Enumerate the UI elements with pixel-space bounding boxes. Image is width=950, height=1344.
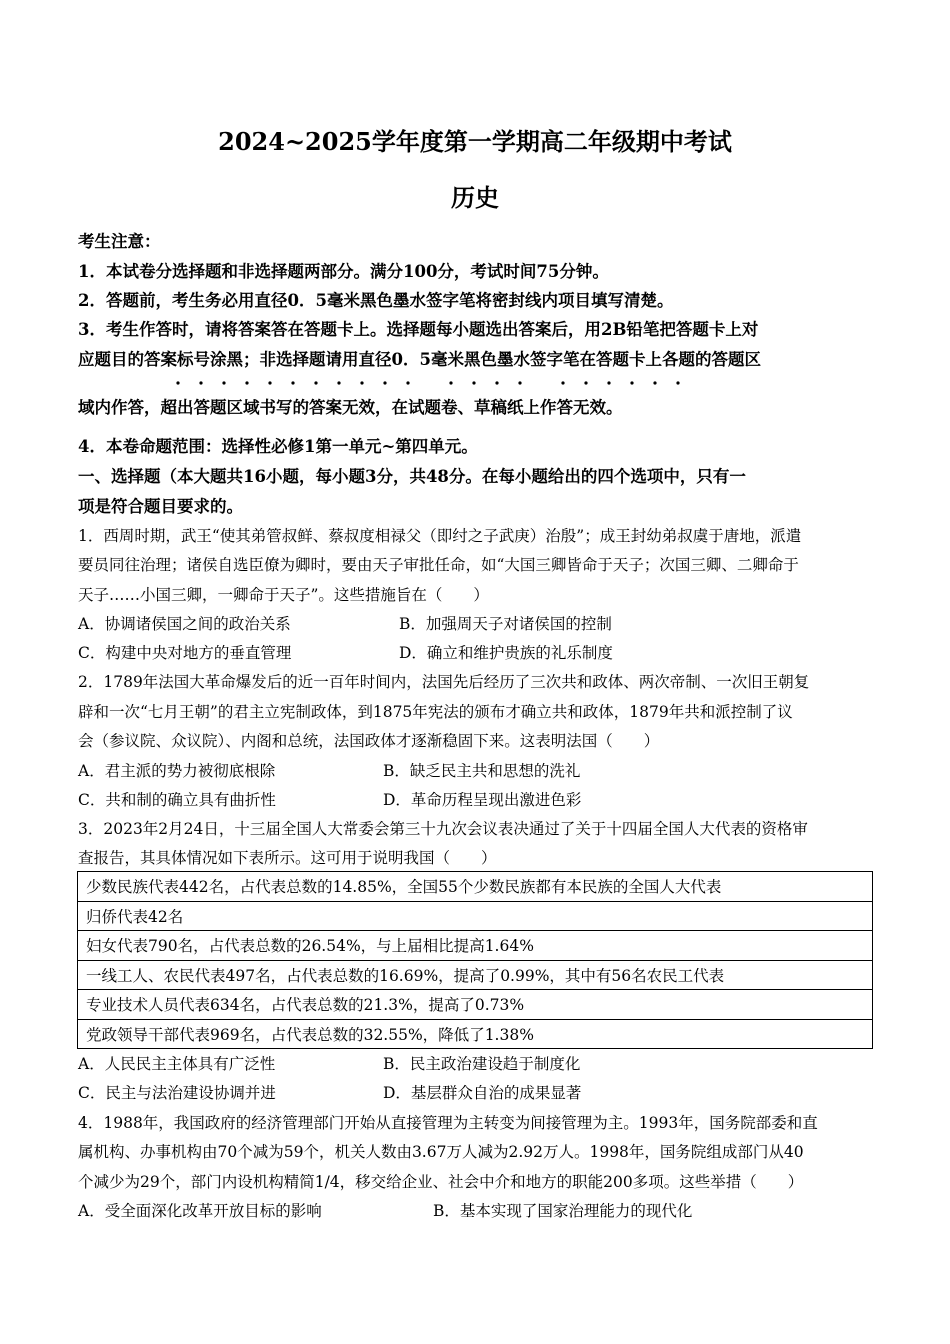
q3-option-d: D．基层群众自治的成果显著 bbox=[383, 1084, 582, 1102]
q1-stem-line-1: 1．西周时期，武王“使其弟管叔鲜、蔡叔度相禄父（即纣之子武庚）治殷”；成王封幼弟叔虞于唐地，派遣 bbox=[78, 527, 802, 545]
section-1-heading-line-1: 一、选择题（本大题共16小题，每小题3分，共48分。在每小题给出的四个选项中，只有一 bbox=[78, 467, 746, 486]
q1-option-d: D．确立和维护贵族的礼乐制度 bbox=[399, 644, 613, 662]
table-cell: 一线工人、农民代表497名，占代表总数的16.69%，提高了0.99%，其中有56名农民工代表 bbox=[78, 960, 873, 990]
q2-stem-line-2: 辟和一次“七月王朝”的君主立宪制政体，到1875年宪法的颁布才确立共和政体，1879年共和派控制了议 bbox=[78, 703, 793, 721]
q2-option-d: D．革命历程呈现出激进色彩 bbox=[383, 791, 582, 809]
q2-option-b: B．缺乏民主共和思想的洗礼 bbox=[383, 762, 581, 780]
exam-title: 2024~2025学年度第一学期高二年级期中考试 bbox=[218, 127, 732, 156]
table-cell: 少数民族代表442名，占代表总数的14.85%，全国55个少数民族都有本民族的全国人大代表 bbox=[78, 872, 873, 902]
notice-item-2: 2．答题前，考生务必用直径0．5毫米黑色墨水签字笔将密封线内项目填写清楚。 bbox=[78, 291, 674, 310]
table-row bbox=[78, 960, 873, 990]
table-row bbox=[78, 931, 873, 961]
q2-option-a: A．君主派的势力被彻底根除 bbox=[78, 762, 276, 780]
emphasis-dots bbox=[170, 380, 690, 386]
q2-stem-line-1: 2．1789年法国大革命爆发后的近一百年时间内，法国先后经历了三次共和政体、两次帝制、一次旧王朝复 bbox=[78, 673, 810, 691]
table-row bbox=[78, 1019, 873, 1049]
representatives-table bbox=[77, 871, 873, 1049]
q4-option-a: A．受全面深化改革开放目标的影响 bbox=[78, 1202, 322, 1220]
notice-item-1: 1．本试卷分选择题和非选择题两部分。满分100分，考试时间75分钟。 bbox=[78, 262, 609, 281]
table-row bbox=[78, 990, 873, 1020]
q1-stem-line-3: 天子……小国三卿，一卿命于天子”。这些措施旨在（ ） bbox=[78, 586, 489, 604]
q3-stem-line-2: 查报告，其具体情况如下表所示。这可用于说明我国（ ） bbox=[78, 849, 497, 867]
notice-item-3-line-1: 3．考生作答时，请将答案答在答题卡上。选择题每小题选出答案后，用2B铅笔把答题卡上对 bbox=[78, 320, 759, 339]
q3-option-a: A．人民民主主体具有广泛性 bbox=[78, 1055, 276, 1073]
table-cell: 党政领导干部代表969名，占代表总数的32.55%，降低了1.38% bbox=[78, 1019, 873, 1049]
q3-option-c: C．民主与法治建设协调并进 bbox=[78, 1084, 276, 1102]
q3-stem-line-1: 3．2023年2月24日，十三届全国人大常委会第三十九次会议表决通过了关于十四届全国人大代表的资格审 bbox=[78, 820, 808, 838]
q2-stem-line-3: 会（参议院、众议院）、内阁和总统，法国政体才逐渐稳固下来。这表明法国（ ） bbox=[78, 732, 660, 750]
q3-option-b: B．民主政治建设趋于制度化 bbox=[383, 1055, 581, 1073]
table-row bbox=[78, 901, 873, 931]
notice-heading: 考生注意： bbox=[78, 232, 161, 251]
q1-option-b: B．加强周天子对诸侯国的控制 bbox=[399, 615, 612, 633]
q1-option-c: C．构建中央对地方的垂直管理 bbox=[78, 644, 292, 662]
notice-item-3-line-3: 域内作答，超出答题区域书写的答案无效，在试题卷、草稿纸上作答无效。 bbox=[78, 398, 623, 417]
table-row bbox=[78, 872, 873, 902]
notice-item-3-line-2: 应题目的答案标号涂黑；非选择题请用直径0．5毫米黑色墨水签字笔在答题卡上各题的答题区 bbox=[78, 350, 761, 369]
subject-title: 历史 bbox=[451, 183, 499, 212]
table-cell: 专业技术人员代表634名，占代表总数的21.3%，提高了0.73% bbox=[78, 990, 873, 1020]
q4-option-b: B．基本实现了国家治理能力的现代化 bbox=[433, 1202, 693, 1220]
q2-option-c: C．共和制的确立具有曲折性 bbox=[78, 791, 276, 809]
q4-stem-line-2: 属机构、办事机构由70个减为59个，机关人数由3.67万人减为2.92万人。1998年，国务院组成部门从40 bbox=[78, 1143, 804, 1161]
q1-option-a: A．协调诸侯国之间的政治关系 bbox=[78, 615, 291, 633]
q1-stem-line-2: 要员同往治理；诸侯自选臣僚为卿时，要由天子审批任命，如“大国三卿皆命于天子；次国三卿、二卿命于 bbox=[78, 556, 799, 574]
table-cell: 归侨代表42名 bbox=[78, 901, 873, 931]
section-1-heading-line-2: 项是符合题目要求的。 bbox=[78, 497, 243, 516]
q4-stem-line-3: 个减少为29个，部门内设机构精简1/4，移交给企业、社会中介和地方的职能200多项。这些举措（ ） bbox=[78, 1173, 804, 1191]
table-cell: 妇女代表790名，占代表总数的26.54%，与上届相比提高1.64% bbox=[78, 931, 873, 961]
q4-stem-line-1: 4．1988年，我国政府的经济管理部门开始从直接管理为主转变为间接管理为主。1993年，国务院部委和直 bbox=[78, 1114, 818, 1132]
notice-item-4: 4．本卷命题范围：选择性必修1第一单元~第四单元。 bbox=[78, 437, 478, 456]
